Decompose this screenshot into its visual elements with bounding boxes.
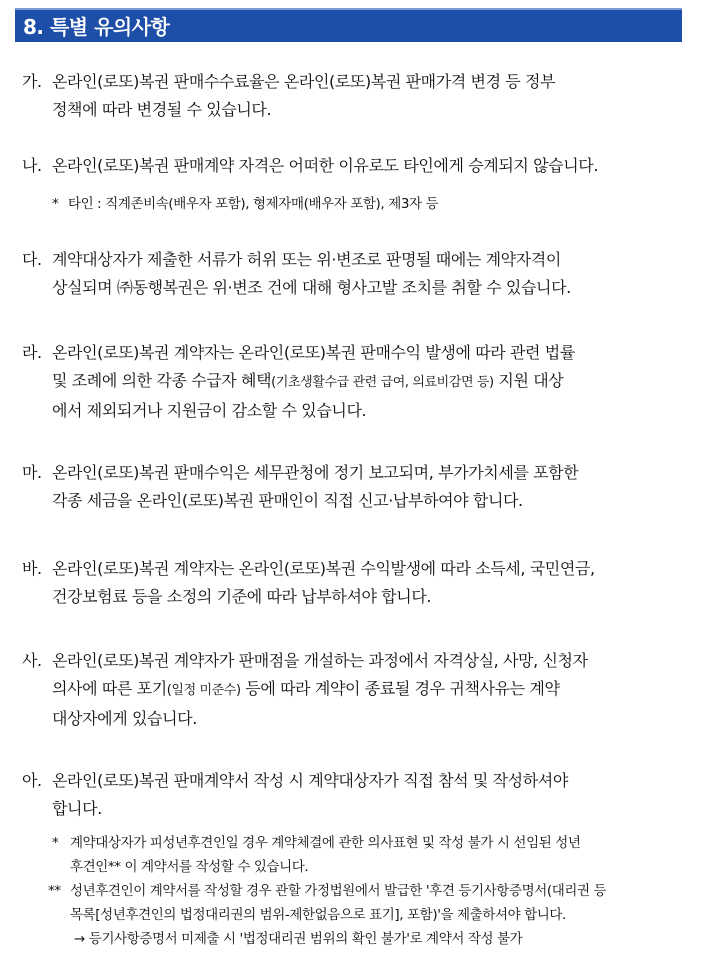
item-marker: 나. bbox=[22, 156, 42, 175]
item-text: 온라인(로또)복권 계약자는 온라인(로또)복권 수익발생에 따라 소득세, 국민연금, bbox=[52, 559, 595, 578]
section-title: 8. 특별 유의사항 bbox=[15, 8, 682, 42]
item-text: 온라인(로또)복권 판매계약 자격은 어떠한 이유로도 타인에게 승계되지 않습니다. bbox=[52, 156, 599, 175]
footnote-marker: * bbox=[52, 196, 59, 212]
footnote bbox=[52, 192, 438, 216]
item-marker: 다. bbox=[22, 250, 42, 269]
footnote-text: 후견인** 이 계약서를 작성할 수 있습니다. bbox=[70, 859, 309, 875]
item-parenthetical: (기초생활수급 관련 급여, 의료비감면 등) bbox=[271, 375, 494, 390]
footnote bbox=[52, 831, 581, 879]
item-text: 건강보험료 등을 소정의 기준에 따라 납부하셔야 합니다. bbox=[52, 587, 432, 606]
item-text: 온라인(로또)복권 계약자는 온라인(로또)복권 판매수익 발생에 따라 관련 법률 bbox=[52, 343, 575, 362]
footnote-text: 성년후견인이 계약서를 작성할 경우 관할 가정법원에서 발급한 '후견 등기사항증명서(대리권 등 bbox=[70, 883, 607, 899]
item-text: 의사에 따른 포기 bbox=[52, 679, 167, 698]
item-text: 온라인(로또)복권 판매수익은 세무관청에 정기 보고되며, 부가가치세를 포함한 bbox=[52, 463, 579, 482]
notice-item-da bbox=[22, 246, 688, 302]
item-text: 대상자에게 있습니다. bbox=[52, 709, 197, 728]
item-text: 온라인(로또)복권 계약자가 판매점을 개설하는 과정에서 자격상실, 사망, 신청자 bbox=[52, 651, 588, 670]
item-text: 합니다. bbox=[52, 799, 102, 818]
footnote-text: 타인 : 직계존비속(배우자 포함), 형제자매(배우자 포함), 제3자 등 bbox=[68, 196, 439, 212]
item-text: 각종 세금을 온라인(로또)복권 판매인이 직접 신고·납부하여야 합니다. bbox=[52, 491, 523, 510]
notice-item-sa bbox=[22, 647, 688, 733]
footnote-marker: * bbox=[52, 835, 59, 851]
item-parenthetical: (일정 미준수) bbox=[166, 683, 241, 698]
item-text: 등에 따라 계약이 종료될 경우 귀책사유는 계약 bbox=[240, 679, 560, 698]
item-text: 정책에 따라 변경될 수 있습니다. bbox=[52, 100, 272, 119]
footnote-text: 계약대상자가 피성년후견인일 경우 계약체결에 관한 의사표현 및 작성 불가 시 선임된 성년 bbox=[70, 835, 581, 851]
item-text: 에서 제외되거나 지원금이 감소할 수 있습니다. bbox=[52, 401, 367, 420]
item-marker: 마. bbox=[22, 463, 42, 482]
footnote-text: 목록[성년후견인의 법정대리권의 범위-제한없음으로 표기], 포함)'을 제출하셔야 합니다. bbox=[70, 907, 566, 923]
item-text: 상실되며 ㈜동행복권은 위·변조 건에 대해 형사고발 조치를 취할 수 있습니다. bbox=[52, 278, 571, 297]
item-marker: 사. bbox=[22, 651, 42, 670]
notice-item-ra bbox=[22, 339, 688, 425]
footnote-text: → 등기사항증명서 미제출 시 '법정대리권 범위의 확인 불가'로 계약서 작성 불가 bbox=[74, 931, 523, 947]
item-text: 지원 대상 bbox=[493, 371, 564, 390]
item-text: 온라인(로또)복권 판매수수료율은 온라인(로또)복권 판매가격 변경 등 정부 bbox=[52, 72, 556, 91]
footnote-marker: ** bbox=[48, 883, 61, 899]
notice-item-ma bbox=[22, 459, 688, 515]
footnote bbox=[48, 879, 606, 951]
notice-item-ga bbox=[22, 68, 688, 124]
item-marker: 라. bbox=[22, 343, 42, 362]
notice-item-na bbox=[22, 152, 688, 180]
item-marker: 아. bbox=[22, 771, 42, 790]
notice-item-ba bbox=[22, 555, 688, 611]
item-text: 계약대상자가 제출한 서류가 허위 또는 위·변조로 판명될 때에는 계약자격이 bbox=[52, 250, 561, 269]
item-marker: 가. bbox=[22, 72, 42, 91]
notice-item-a bbox=[22, 767, 688, 823]
item-text: 온라인(로또)복권 판매계약서 작성 시 계약대상자가 직접 참석 및 작성하셔야 bbox=[52, 771, 568, 790]
item-text: 및 조례에 의한 각종 수급자 혜택 bbox=[52, 371, 272, 390]
item-marker: 바. bbox=[22, 559, 42, 578]
